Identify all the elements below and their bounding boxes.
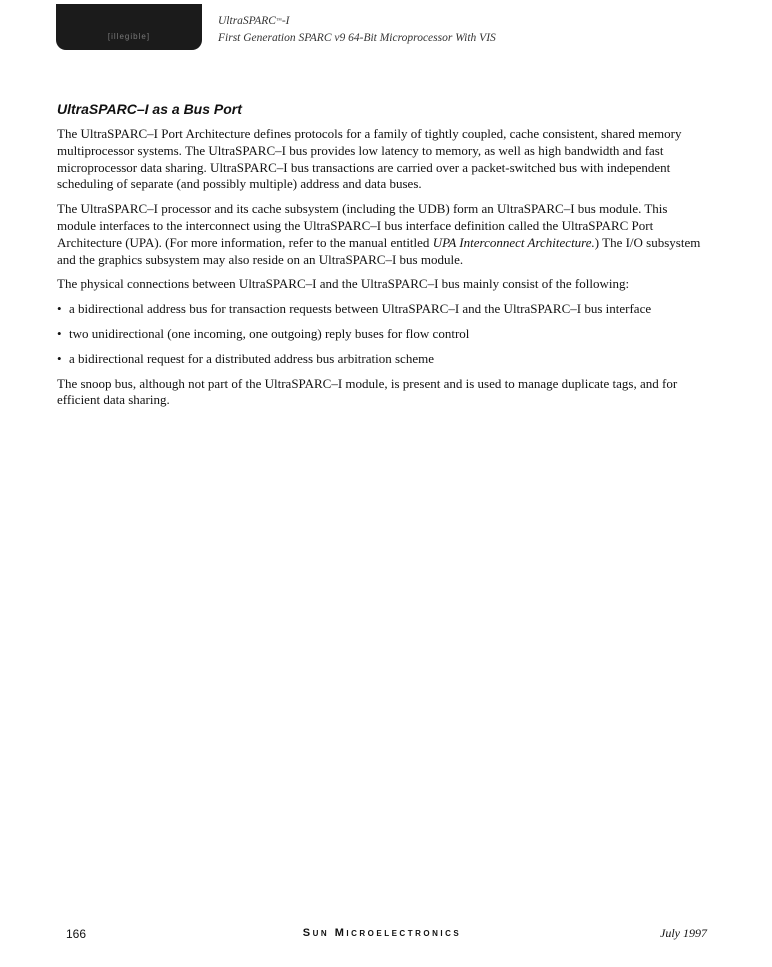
manual-title: UPA Interconnect Architecture.: [432, 234, 595, 250]
paragraph-2-end: ) The I/O subsystem and the graphics subsystem may also reside on an UltraSPARC–I bus module.: [57, 234, 701, 267]
header-subtitle: First Generation SPARC v9 64-Bit Microprocessor With VIS: [218, 32, 496, 44]
page-number: 166: [66, 927, 87, 941]
paragraph-3: The physical connections between UltraSPARC–I and the UltraSPARC–I bus mainly consist of the following:: [57, 276, 630, 292]
list-item: • a bidirectional address bus for transaction requests between UltraSPARC–I and the UltraSPARC–I bus interface: [57, 301, 707, 318]
section-heading: UltraSPARC–I as a Bus Port: [57, 101, 242, 117]
header-tab: [56, 4, 202, 50]
body-content: [57, 126, 707, 417]
paragraph-2-start: The UltraSPARC–I processor and its cache subsystem (including the UDB) form an UltraSPARC–I bus module. This module interfaces to the interconnect using the UltraSPARC–I bus interface definition called the UltraSPARC Port Architecture (UPA). (For more information, refer to the manual entitled: [57, 201, 668, 250]
paragraph-1: The UltraSPARC–I Port Architecture defines protocols for a family of tightly coupled, cache consistent, shared memory multiprocessor systems. The UltraSPARC–I bus provides low latency to memory, as well as high bandwidth and fast microprocessor data sharing. UltraSPARC–I bus transactions are carried over a packet-switched bus with independent scheduling of separate (and possibly multiple) address and data buses.: [57, 126, 682, 192]
header-product: [218, 13, 496, 30]
page-footer: [57, 926, 707, 942]
paragraph-4: The snoop bus, although not part of the UltraSPARC–I module, is present and is used to manage duplicate tags, and for efficient data sharing.: [57, 375, 678, 408]
company-name: Sun Microelectronics: [302, 927, 462, 939]
trademark-mark: ™: [275, 18, 282, 24]
paragraph-2: [57, 201, 707, 268]
connection-list: [57, 301, 707, 367]
list-item: • two unidirectional (one incoming, one outgoing) reply buses for flow control: [57, 326, 707, 343]
header-tab-label: [illegible]: [107, 32, 151, 41]
header-product-suffix: -I: [281, 15, 290, 27]
running-header: [218, 13, 496, 47]
header-product-name: UltraSPARC: [218, 15, 276, 27]
list-item: • a bidirectional request for a distributed address bus arbitration scheme: [57, 351, 707, 368]
publication-date: July 1997: [660, 926, 707, 940]
